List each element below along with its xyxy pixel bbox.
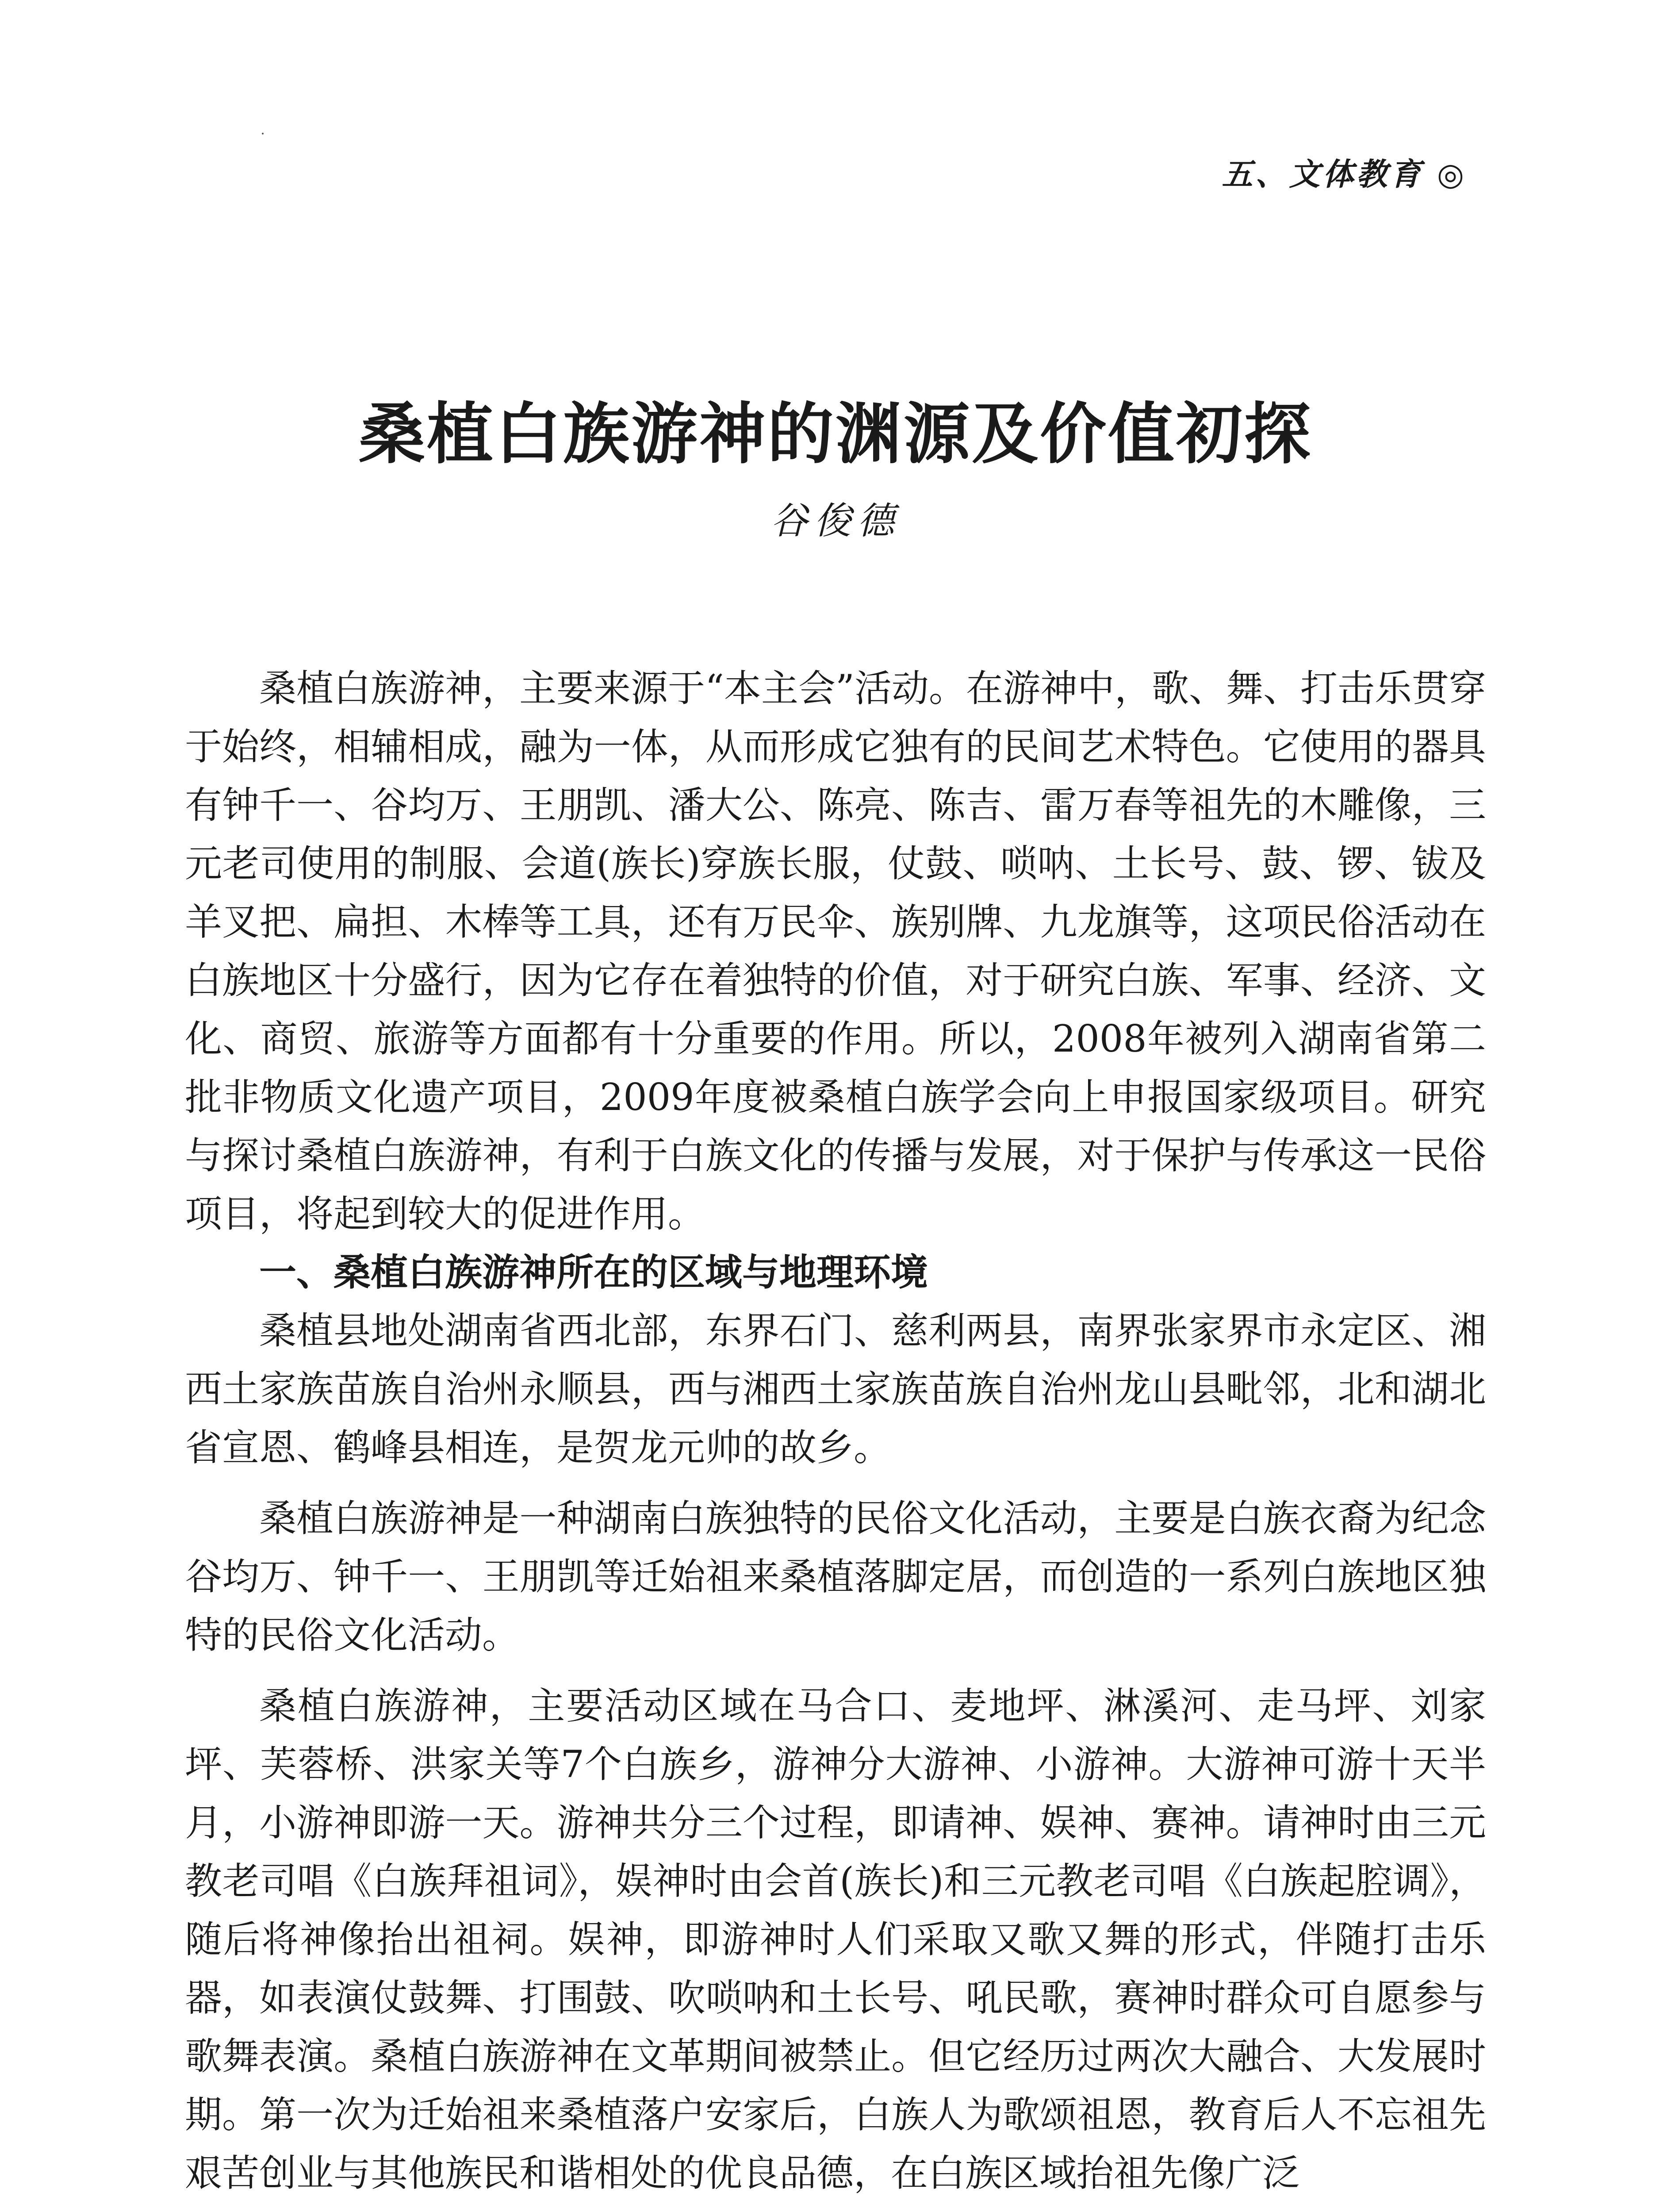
- scan-mark: [262, 133, 264, 134]
- article-title: 桑植白族游神的渊源及价值初探: [358, 396, 1312, 473]
- article-body: [185, 659, 1486, 2202]
- paragraph-activities: 桑植白族游神，主要活动区域在马合口、麦地坪、淋溪河、走马坪、刘家坪、芙蓉桥、洪家关等7个白族乡，游神分大游神、小游神。大游神可游十天半月，小游神即游一天。游神共分三个过程，即请神、娱神、赛神。请神时由三元教老司唱《白族拜祖词》，娱神时由会首(族长)和三元教老司唱《白族起腔调》，随后将神像抬出祖祠。娱神，即游神时人们采取又歌又舞的形式，伴随打击乐器，如表演仗鼓舞、打围鼓、吹唢呐和土长号、吼民歌，赛神时群众可自愿参与歌舞表演。桑植白族游神在文革期间被禁止。但它经历过两次大融合、大发展时期。第一次为迁始祖来桑植落户安家后，白族人为歌颂祖恩，教育后人不忘祖先艰苦创业与其他族民和谐相处的优良品德，在白族区域抬祖先像广泛: [185, 1684, 1486, 2195]
- paragraph-geography: 桑植县地处湖南省西北部，东界石门、慈利两县，南界张家界市永定区、湘西土家族苗族自治州永顺县，西与湘西土家族苗族自治州龙山县毗邻，北和湖北省宣恩、鹤峰县相连，是贺龙元帅的故乡。: [185, 1309, 1486, 1469]
- paragraph-definition: 桑植白族游神是一种湖南白族独特的民俗文化活动，主要是白族衣裔为纪念谷均万、钟千一、王朋凯等迁始祖来桑植落脚定居，而创造的一系列白族地区独特的民俗文化活动。: [185, 1497, 1486, 1657]
- article-author: 谷俊德: [770, 499, 901, 542]
- running-header: 五、文体教育 ◎: [1222, 156, 1467, 192]
- section-heading-1: 一、桑植白族游神所在的区域与地理环境: [259, 1251, 928, 1294]
- paragraph-intro: 桑植白族游神，主要来源于“本主会”活动。在游神中，歌、舞、打击乐贯穿于始终，相辅相成，融为一体，从而形成它独有的民间艺术特色。它使用的器具有钟千一、谷均万、王朋凯、潘大公、陈亮、陈吉、雷万春等祖先的木雕像，三元老司使用的制服、会道(族长)穿族长服，仗鼓、唢呐、土长号、鼓、锣、钹及羊叉把、扁担、木棒等工具，还有万民伞、族别牌、九龙旗等，这项民俗活动在白族地区十分盛行，因为它存在着独特的价值，对于研究白族、军事、经济、文化、商贸、旅游等方面都有十分重要的作用。所以，2008年被列入湖南省第二批非物质文化遗产项目，2009年度被桑植白族学会向上申报国家级项目。研究与探讨桑植白族游神，有利于白族文化的传播与发展，对于保护与传承这一民俗项目，将起到较大的促进作用。: [185, 667, 1486, 1236]
